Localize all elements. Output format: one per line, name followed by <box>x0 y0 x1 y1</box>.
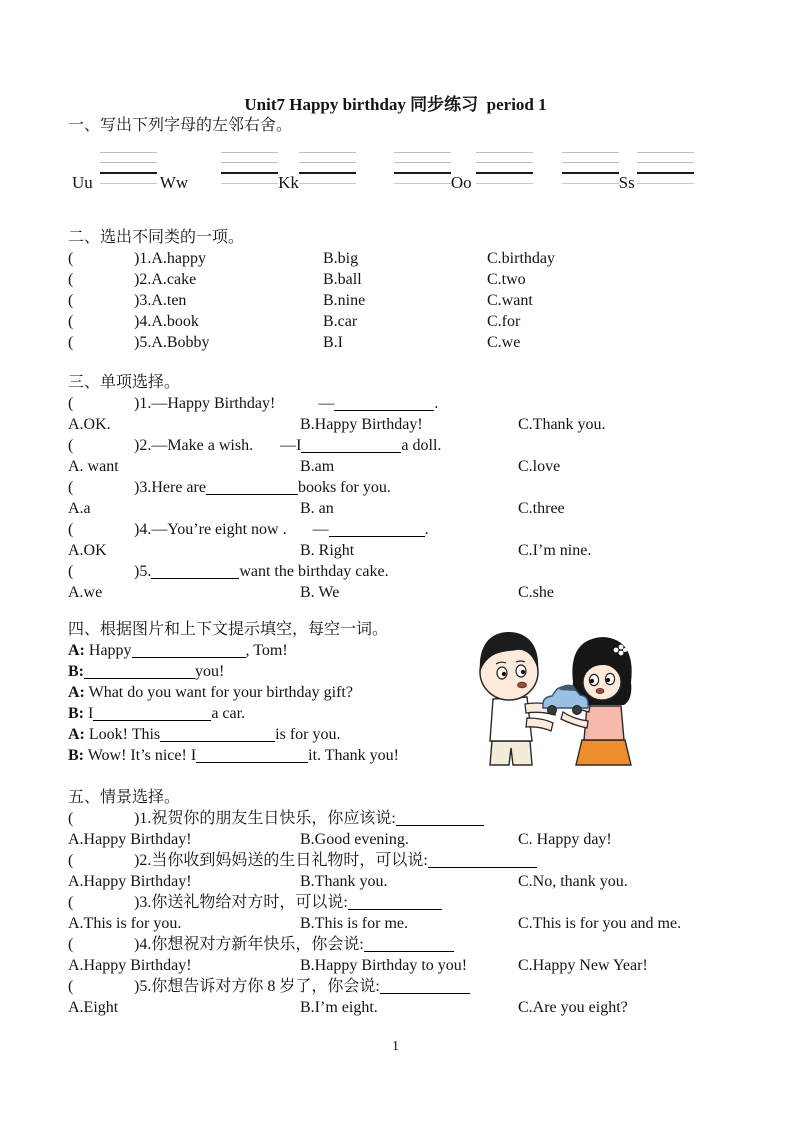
option-a: A.Happy Birthday! <box>68 957 192 974</box>
question-line <box>68 435 723 456</box>
option-c: C.want <box>487 292 533 309</box>
answer-paren: ( <box>68 936 74 953</box>
text-run: . <box>424 521 429 538</box>
option-c: C.This is for you and me. <box>518 915 682 932</box>
option-b: B.I <box>323 334 343 351</box>
speaker-label: B: <box>68 663 84 680</box>
option-a: A.we <box>68 584 103 601</box>
text-run: a car. <box>211 705 246 722</box>
writing-lines-blank <box>562 152 619 185</box>
speaker-label: B: <box>68 747 84 764</box>
option-b: B.Good evening. <box>300 831 409 848</box>
option-a: A.OK. <box>68 416 111 433</box>
letter-uu: Uu <box>72 173 93 192</box>
letter-oo: Oo <box>450 173 472 192</box>
answer-paren: ( <box>68 271 74 288</box>
answer-paren: ( <box>68 479 74 496</box>
option-a <box>68 332 323 353</box>
word-choice-row <box>68 332 723 353</box>
section5-heading: 五、情景选择。 <box>68 789 181 806</box>
question-line <box>68 393 723 414</box>
word-choice-row <box>68 269 723 290</box>
answer-blank <box>151 563 239 579</box>
text-run: )5.你想告诉对方你 8 岁了，你会说: <box>134 978 380 995</box>
option-a: A.Happy Birthday! <box>68 873 192 890</box>
answer-paren: ( <box>68 292 74 309</box>
writing-lines-blank <box>637 152 694 185</box>
option-b: B. Right <box>300 542 355 559</box>
question-text: )5.A.Bobby <box>134 334 210 351</box>
answer-blank <box>396 810 484 826</box>
option-c: C.birthday <box>487 250 555 267</box>
section3-heading: 三、单项选择。 <box>68 374 181 391</box>
text-run: )3.你送礼物给对方时，可以说: <box>134 894 348 911</box>
options-row <box>68 498 723 519</box>
question-text: )1.A.happy <box>134 250 206 267</box>
options-row <box>68 871 723 892</box>
text-run: Wow! It’s nice! I <box>84 747 197 764</box>
options-row <box>68 456 723 477</box>
option-c: C.Are you eight? <box>518 999 628 1016</box>
answer-paren: ( <box>68 563 74 580</box>
option-b: B.I’m eight. <box>300 999 378 1016</box>
answer-blank <box>132 642 246 658</box>
section2-heading: 二、选出不同类的一项。 <box>68 229 245 246</box>
writing-lines-blank <box>476 152 533 185</box>
options-row <box>68 829 723 850</box>
text-run: it. Thank you! <box>308 747 399 764</box>
options-row <box>68 913 723 934</box>
option-a <box>68 269 323 290</box>
text-run: — <box>312 521 329 538</box>
option-c: C.love <box>518 458 561 475</box>
option-b: B. an <box>300 500 334 517</box>
text-run: want the birthday cake. <box>239 563 389 580</box>
option-a: A.Happy Birthday! <box>68 831 192 848</box>
text-run: )2.—Make a wish. <box>134 437 254 454</box>
word-choice-row <box>68 290 723 311</box>
gift-scene-illustration <box>463 620 651 768</box>
answer-blank <box>334 395 434 411</box>
answer-blank <box>329 521 425 537</box>
option-c: C.Happy New Year! <box>518 957 648 974</box>
option-c: C.No, thank you. <box>518 873 628 890</box>
option-a: A. want <box>68 458 119 475</box>
section4-heading: 四、根据图片和上下文提示填空，每空一词。 <box>68 621 389 638</box>
option-b: B.This is for me. <box>300 915 408 932</box>
answer-blank <box>84 663 195 679</box>
option-c: C.I’m nine. <box>518 542 592 559</box>
letter-neighbors-exercise <box>68 148 723 198</box>
word-choice-row <box>68 311 723 332</box>
word-choice-row <box>68 248 723 269</box>
text-run: books for you. <box>297 479 391 496</box>
option-c: C.three <box>518 500 565 517</box>
section1-heading: 一、写出下列字母的左邻右舍。 <box>68 117 293 134</box>
text-run: )2.当你收到妈妈送的生日礼物时，可以说: <box>134 852 428 869</box>
option-a <box>68 311 323 332</box>
answer-blank <box>206 479 298 495</box>
option-b: B.am <box>300 458 335 475</box>
option-b: B.nine <box>323 292 366 309</box>
text-run: What do you want for your birthday gift? <box>84 684 353 701</box>
page-number: 1 <box>392 1039 399 1054</box>
text-run: is for you. <box>275 726 341 743</box>
option-b: B. We <box>300 584 340 601</box>
option-b: B.Thank you. <box>300 873 388 890</box>
answer-blank <box>301 437 401 453</box>
writing-lines-blank <box>394 152 451 185</box>
option-b: B.ball <box>323 271 362 288</box>
option-b: B.car <box>323 313 358 330</box>
text-run: I <box>84 705 94 722</box>
question-line <box>68 561 723 582</box>
question-line <box>68 850 723 871</box>
option-a <box>68 248 323 269</box>
letter-kk: Kk <box>278 173 299 192</box>
answer-paren: ( <box>68 810 74 827</box>
question-line <box>68 519 723 540</box>
question-line <box>68 808 723 829</box>
question-text: )2.A.cake <box>134 271 197 288</box>
speaker-label: A: <box>68 684 85 701</box>
text-run: — <box>318 395 335 412</box>
answer-paren: ( <box>68 894 74 911</box>
answer-blank <box>428 852 537 868</box>
text-run: Happy <box>84 642 132 659</box>
option-a: A.a <box>68 500 91 517</box>
options-row <box>68 540 723 561</box>
letter-ww: Ww <box>159 173 189 192</box>
options-row <box>68 582 723 603</box>
text-run: , Tom! <box>245 642 288 659</box>
question-line <box>68 976 723 997</box>
text-run: )5. <box>134 563 152 580</box>
answer-paren: ( <box>68 437 74 454</box>
letter-ss: Ss <box>618 173 635 192</box>
option-a: A.Eight <box>68 999 119 1016</box>
speaker-label: A: <box>68 642 85 659</box>
text-run: Look! This <box>84 726 161 743</box>
answer-paren: ( <box>68 395 74 412</box>
answer-blank <box>93 705 211 721</box>
answer-paren: ( <box>68 521 74 538</box>
option-c: C.we <box>487 334 521 351</box>
option-c: C.Thank you. <box>518 416 606 433</box>
speaker-label: B: <box>68 705 84 722</box>
text-run: )1.祝贺你的朋友生日快乐，你应该说: <box>134 810 396 827</box>
writing-lines-blank <box>221 152 278 185</box>
text-run: )4.—You’re eight now . <box>134 521 287 538</box>
question-text: )4.A.book <box>134 313 199 330</box>
answer-blank <box>348 894 442 910</box>
writing-lines-blank <box>100 152 157 185</box>
answer-paren: ( <box>68 250 74 267</box>
answer-paren: ( <box>68 334 74 351</box>
question-line <box>68 892 723 913</box>
answer-blank <box>380 978 470 994</box>
question-line <box>68 477 723 498</box>
speaker-label: A: <box>68 726 85 743</box>
answer-paren: ( <box>68 852 74 869</box>
option-c: C.she <box>518 584 554 601</box>
answer-blank <box>160 726 275 742</box>
question-text: )3.A.ten <box>134 292 187 309</box>
text-run: you! <box>195 663 225 680</box>
option-c: C.for <box>487 313 521 330</box>
writing-lines-blank <box>299 152 356 185</box>
options-row <box>68 997 723 1018</box>
answer-blank <box>364 936 454 952</box>
text-run: )4.你想祝对方新年快乐，你会说: <box>134 936 364 953</box>
option-b: B.Happy Birthday! <box>300 416 423 433</box>
options-row <box>68 955 723 976</box>
option-a: A.This is for you. <box>68 915 182 932</box>
option-c: C. Happy day! <box>518 831 612 848</box>
option-b: B.big <box>323 250 359 267</box>
option-c: C.two <box>487 271 526 288</box>
options-row <box>68 414 723 435</box>
text-run: )1.—Happy Birthday! <box>134 395 276 412</box>
question-line <box>68 934 723 955</box>
text-run: a doll. <box>401 437 442 454</box>
text-run: —I <box>280 437 302 454</box>
answer-paren: ( <box>68 313 74 330</box>
answer-blank <box>196 747 308 763</box>
answer-paren: ( <box>68 978 74 995</box>
page-title: Unit7 Happy birthday 同步练习 period 1 <box>244 95 547 114</box>
text-run: . <box>434 395 439 412</box>
option-b: B.Happy Birthday to you! <box>300 957 468 974</box>
option-a <box>68 290 323 311</box>
text-run: )3.Here are <box>134 479 206 496</box>
option-a: A.OK <box>68 542 107 559</box>
